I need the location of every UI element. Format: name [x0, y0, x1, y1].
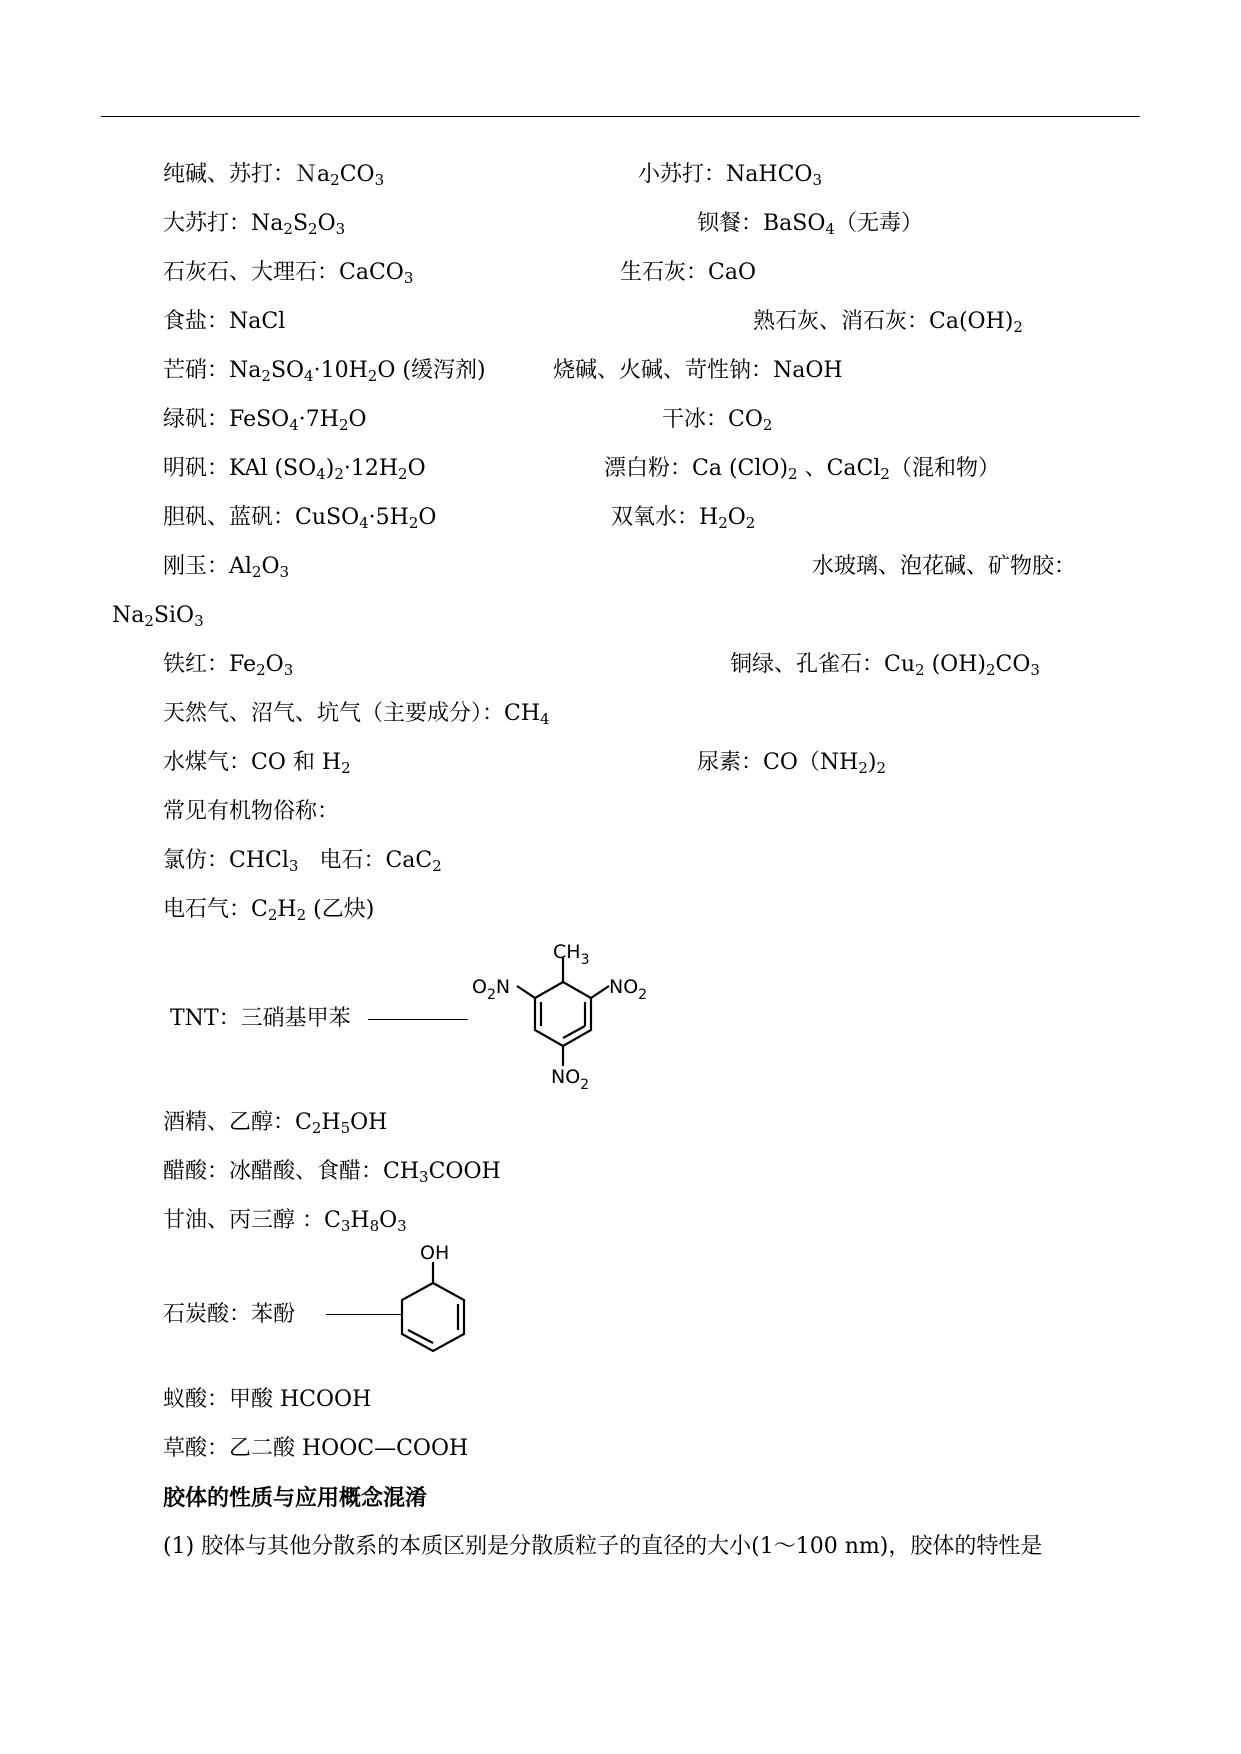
entry-water-glass-label: 水玻璃、泡花碱、矿物胶： — [812, 554, 1077, 579]
colloid-paragraph-1: (1) 胶体与其他分散系的本质区别是分散质粒子的直径的大小(1～100 nm)，胶体的特性是 — [163, 1534, 1043, 1559]
entry-acetic-acid: 醋酸：冰醋酸、食醋：$CH_3COOH$ — [163, 1159, 501, 1186]
entry-bleach: 漂白粉：Ca $(ClO)_2$ 、CaCl$_2$（混和物） — [604, 456, 1000, 483]
entry-salt: 食盐：NaCl — [163, 309, 286, 334]
entry-ethanol: 酒精、乙醇：$C_2H_5OH$ — [163, 1110, 388, 1137]
colloid-heading: 胶体的性质与应用概念混淆 — [163, 1485, 428, 1511]
entry-slaked-lime: 熟石灰、消石灰：$Ca(OH)_2$ — [753, 309, 1023, 336]
entry-natural-gas: 天然气、沼气、坑气（主要成分）：$CH_4$ — [163, 701, 550, 728]
entry-corundum: 刚玉：$Al_2O_3$ — [163, 554, 290, 581]
entry-caustic-soda: 烧碱、火碱、苛性钠：NaOH — [553, 358, 843, 383]
tnt-no2-bottom-label: $NO_2$ — [551, 1066, 590, 1093]
entry-quicklime: 生石灰：CaO — [620, 260, 757, 285]
entry-urea: 尿素：$CO(NH_2)_2$ — [697, 750, 887, 777]
entry-alum: 明矾：KAl $(SO_4)_2\cdot 12H_2O$ — [163, 456, 426, 483]
entry-green-vitriol: 绿矾：$FeSO_4\cdot 7H_2O$ — [163, 407, 367, 434]
entry-mirabilite: 芒硝：$Na_2SO_4\cdot 10H_2O$ (缓泻剂) — [163, 358, 486, 385]
entry-limestone: 石灰石、大理石：CaCO$_3$ — [163, 260, 414, 287]
entry-glycerol: 甘油、丙三醇 ：$C_3H_8O_3$ — [163, 1208, 407, 1235]
entry-dry-ice: 干冰：$CO_2$ — [662, 407, 773, 434]
entry-blue-vitriol: 胆矾、蓝矾：$CuSO_4\cdot 5H_2O$ — [163, 505, 437, 532]
entry-oxalic-acid: 草酸：乙二酸 HOOC—COOH — [163, 1436, 469, 1461]
entry-soda-ash: 纯碱、苏打：$Na_2CO_3$ — [163, 162, 385, 189]
entry-baking-soda: 小苏打：NaHCO$_3$ — [638, 162, 822, 189]
entry-hypo: 大苏打：$Na_2S_2O_3$ — [163, 211, 346, 238]
entry-formic-acid: 蚁酸：甲酸 HCOOH — [163, 1387, 372, 1412]
entry-iron-red: 铁红：$Fe_2O_3$ — [163, 652, 294, 679]
tnt-ch3-label: $CH_3$ — [553, 941, 590, 968]
entry-barium-meal: 钡餐：BaSO$_4$（无毒） — [697, 211, 923, 238]
entry-phenol-label: 石炭酸：苯酚 — [163, 1302, 296, 1327]
entry-hydrogen-peroxide: 双氧水：$H_2O_2$ — [611, 505, 756, 532]
organic-heading: 常见有机物俗称： — [163, 799, 340, 824]
phenol-oh-label: OH — [420, 1242, 450, 1264]
entry-water-gas: 水煤气：CO 和 $H_2$ — [163, 750, 351, 777]
entry-malachite: 铜绿、孔雀石：$Cu_2$ $(OH)_2CO_3$ — [730, 652, 1040, 679]
tnt-o2n-label: $O_2N$ — [472, 976, 511, 1003]
entry-water-glass-formula: $Na_2SiO_3$ — [112, 603, 204, 630]
entry-chloroform-carbide: 氯仿：CHCl$_3$ 电石：CaC$_2$ — [163, 848, 442, 875]
entry-tnt-label: TNT：三硝基甲苯 — [170, 1006, 351, 1031]
entry-acetylene: 电石气：$C_2H_2$ (乙炔) — [163, 897, 375, 924]
tnt-no2-right-label: $NO_2$ — [609, 976, 648, 1003]
